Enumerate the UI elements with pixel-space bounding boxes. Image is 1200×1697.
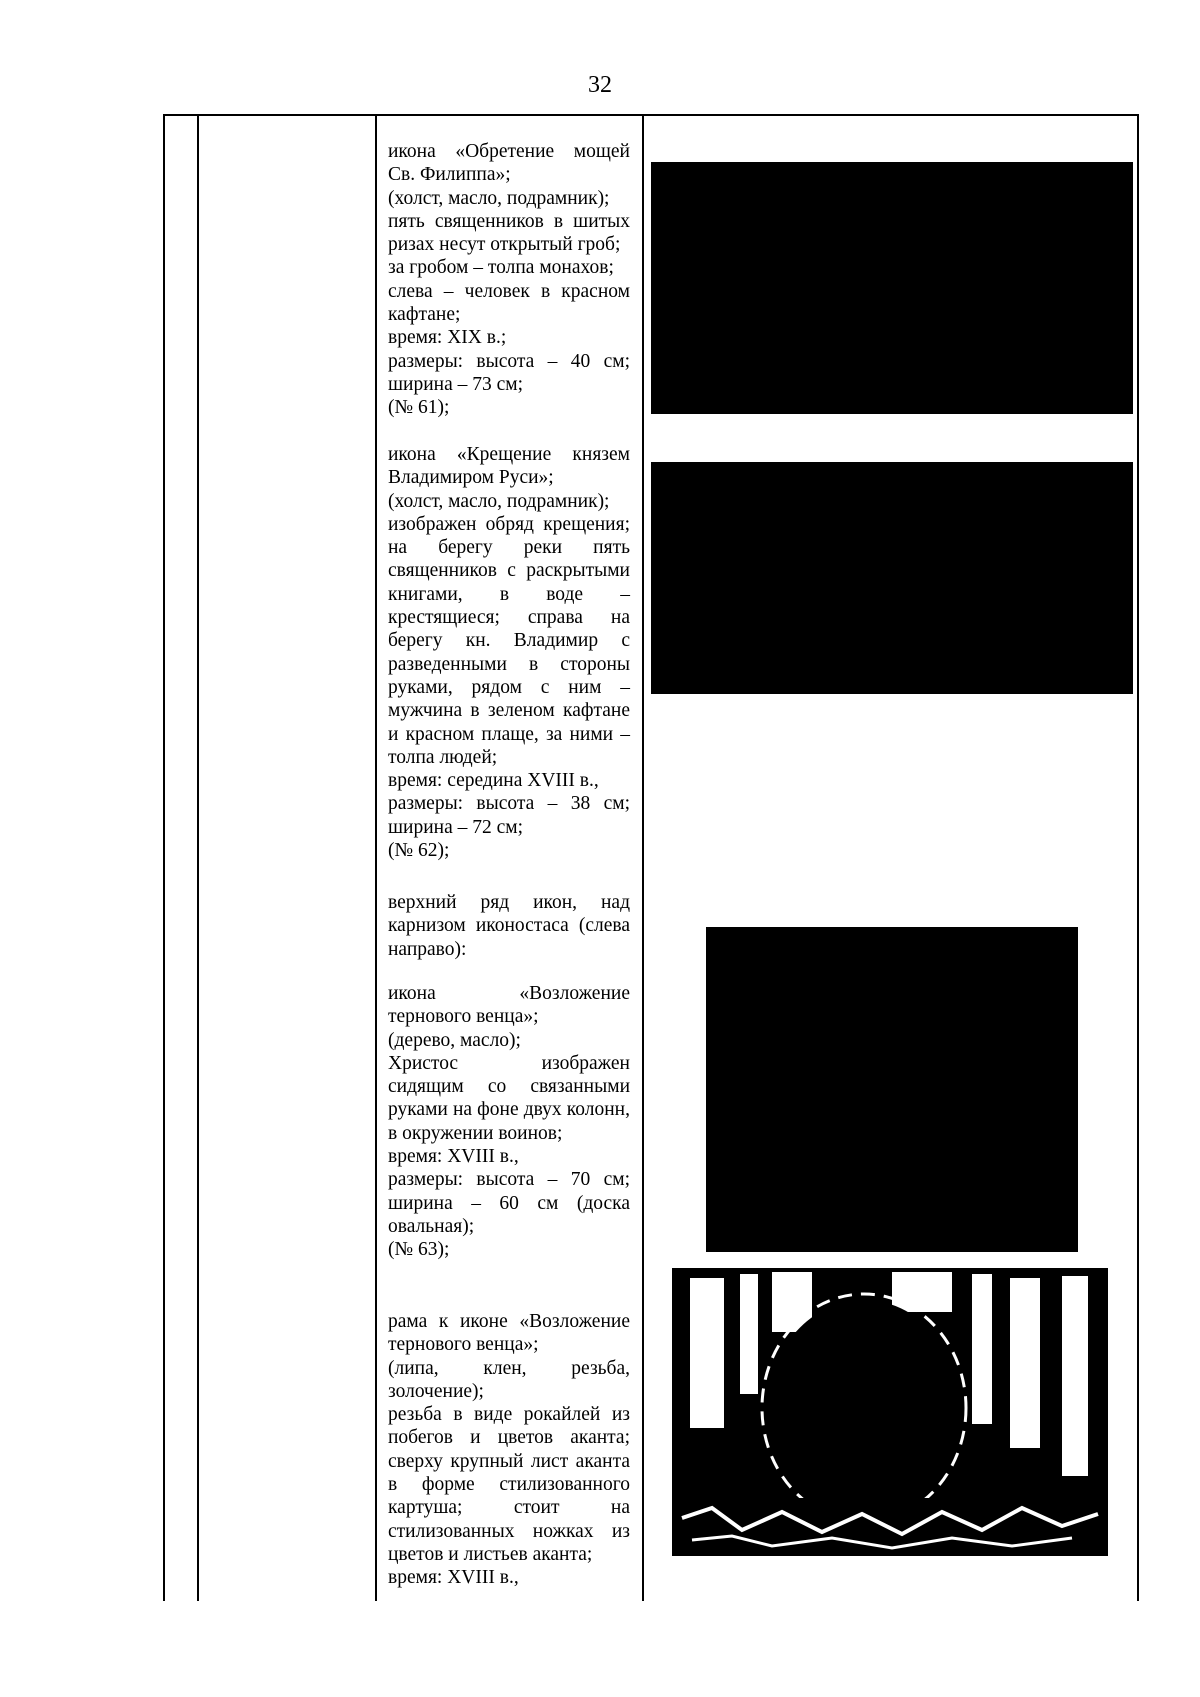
entry-line: (дерево, масло);: [388, 1029, 521, 1051]
entry-icon-61: [388, 140, 630, 420]
photo-icon-63: [706, 927, 1078, 1252]
entry-line: размеры: высота – 40 см; ширина – 73 см;: [388, 350, 630, 395]
photo-icon-frame: [672, 1268, 1108, 1556]
table-column-border-5: [1137, 114, 1139, 1601]
table-column-border-3: [375, 114, 377, 1601]
entry-line: (№ 61);: [388, 397, 450, 419]
entry-line: время: XIX в.;: [388, 327, 507, 349]
entry-frame-icon-63: [388, 1310, 630, 1590]
entry-line: икона «Возложение тернового венца»;: [388, 983, 630, 1028]
entry-line: (холст, масло, подрамник);: [388, 490, 610, 512]
entry-line: (№ 63);: [388, 1239, 450, 1261]
table-column-border-1: [163, 114, 165, 1601]
entry-line: за гробом – толпа монахов;: [388, 257, 614, 279]
entry-line: (№ 62);: [388, 840, 450, 862]
entry-line: рама к иконе «Возложение тернового венца»;: [388, 1311, 630, 1356]
entry-upper-row-heading: [388, 891, 630, 961]
entry-icon-62: [388, 443, 630, 862]
entry-line: икона «Крещение князем Владимиром Руси»;: [388, 444, 630, 489]
entry-line: Христос изображен сидящим со связанными руками на фоне двух колонн, в окружении воинов;: [388, 1052, 630, 1144]
table-column-border-2: [197, 114, 199, 1601]
entry-line: размеры: высота – 38 см; ширина – 72 см;: [388, 793, 630, 838]
entry-line: слева – человек в красном кафтане;: [388, 280, 630, 326]
table-column-border-4: [642, 114, 644, 1601]
entry-line: пять священников в шитых ризах несут открытый гроб;: [388, 210, 630, 256]
entry-line: время: середина XVIII в.,: [388, 770, 599, 792]
entry-line: время: XVIII в.,: [388, 1567, 519, 1589]
entry-icon-63: [388, 982, 630, 1262]
entry-line: верхний ряд икон, над карнизом иконостаса (слева направо):: [388, 892, 630, 960]
entry-line: (холст, масло, подрамник);: [388, 187, 610, 209]
entry-line: (липа, клен, резьба, золочение);: [388, 1357, 630, 1402]
entry-line: время: XVIII в.,: [388, 1146, 519, 1168]
page-number: 32: [588, 72, 612, 98]
entry-line: икона «Обретение мощей Св. Филиппа»;: [388, 141, 630, 186]
entry-line: изображен обряд крещения; на берегу реки пять священников с раскрытыми книгами, в воде – крестящиеся; справа на берегу кн. Владимир с разведенными в стороны руками, рядом с ним – мужчина в зеленом кафтане и красном плаще, за ними – толпа людей;: [388, 513, 630, 768]
entry-line: резьба в виде рокайлей из побегов и цветов аканта; сверху крупный лист аканта в форме стилизованного картуша; стоит на стилизованных ножках из цветов и листьев аканта;: [388, 1404, 630, 1565]
entry-line: размеры: высота – 70 см; ширина – 60 см (доска овальная);: [388, 1169, 630, 1237]
photo-icon-61: [651, 162, 1133, 414]
table-top-border: [163, 114, 1138, 116]
photo-icon-62: [651, 462, 1133, 694]
